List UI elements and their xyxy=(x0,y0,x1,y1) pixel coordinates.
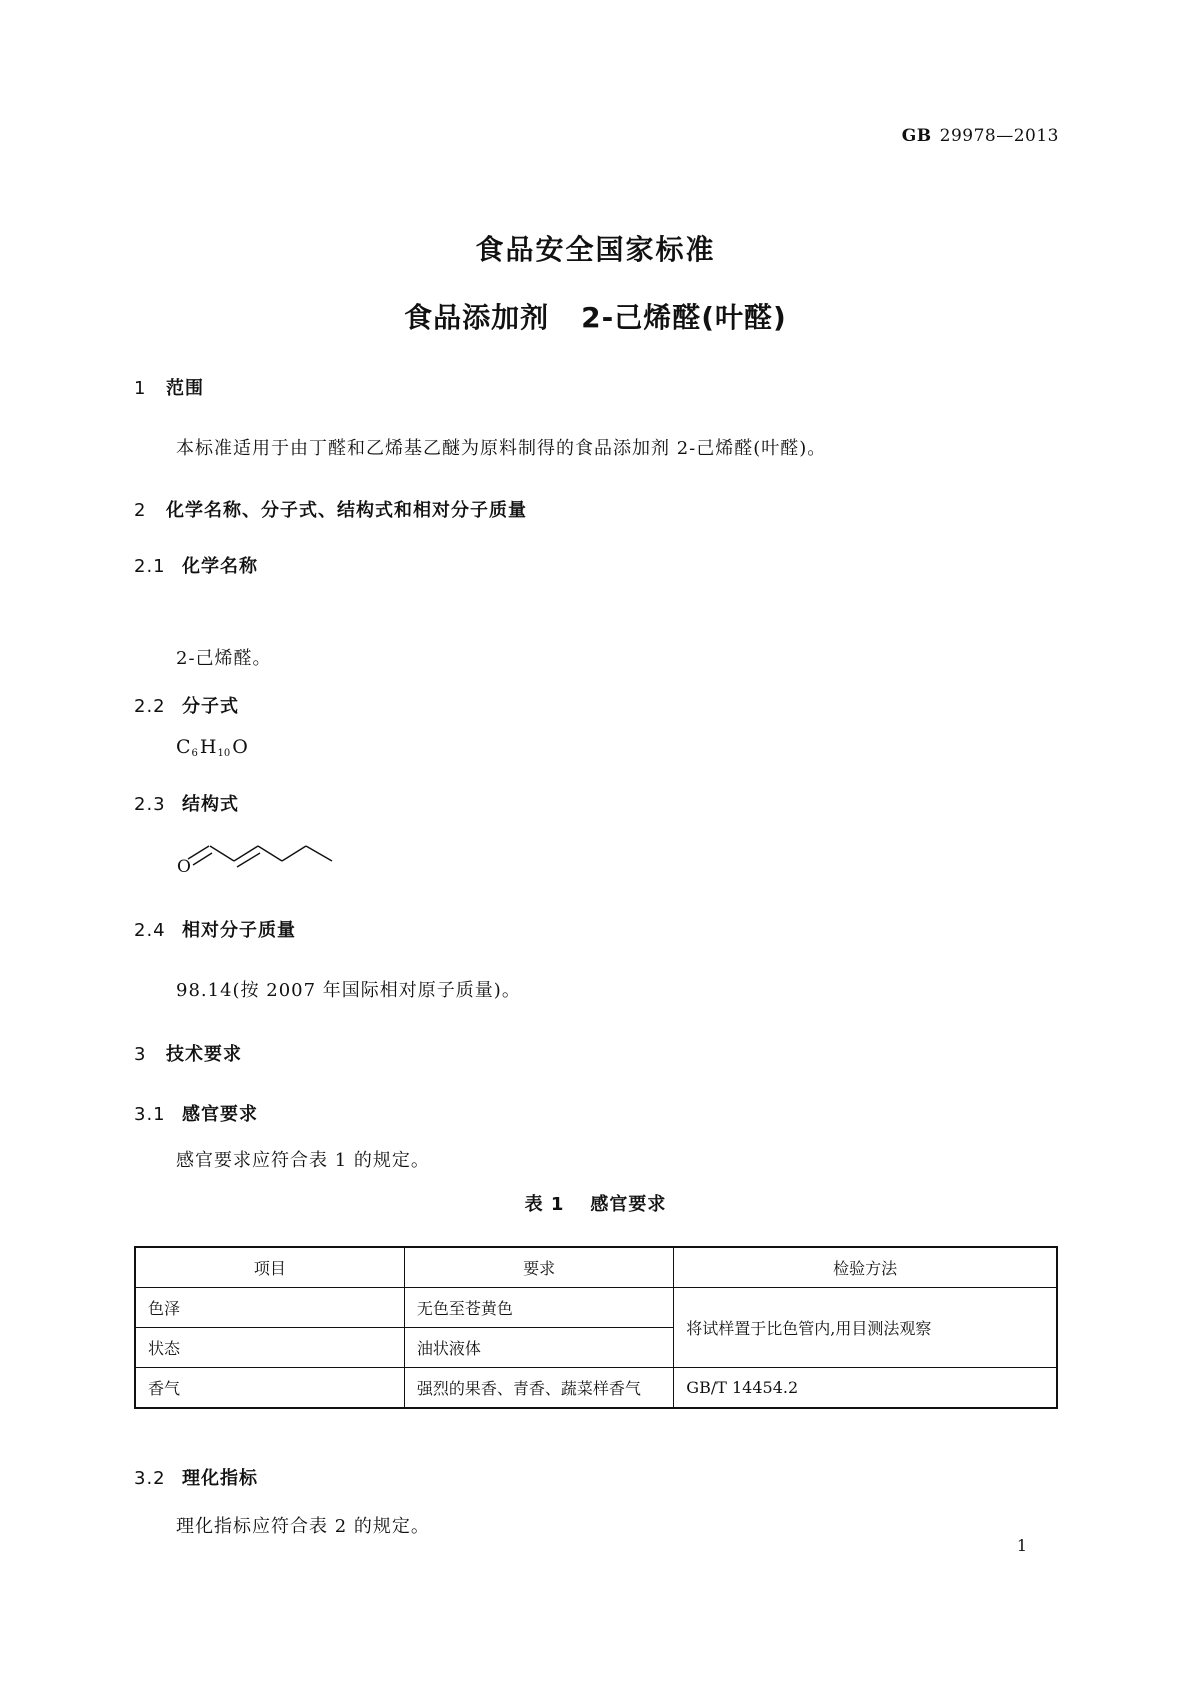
table-header-row xyxy=(135,1247,1057,1288)
formula-oxygen: O xyxy=(232,736,248,758)
section-2-4-body: 98.14(按 2007 年国际相对原子质量)。 xyxy=(176,980,521,1001)
formula-hydrogen: H xyxy=(199,736,217,758)
table-caption-title: 感官要求 xyxy=(590,1194,667,1215)
bond-c2-c3-double xyxy=(237,853,260,867)
section-title: 化学名称 xyxy=(182,556,258,577)
section-3-2-body: 理化指标应符合表 2 的规定。 xyxy=(176,1516,430,1537)
section-2-heading xyxy=(134,496,527,522)
bond-c1-c2 xyxy=(210,846,234,861)
cell-item: 状态 xyxy=(135,1328,404,1368)
table-1-caption xyxy=(0,1190,1191,1216)
standard-code xyxy=(902,126,1059,146)
subtitle-substance: 2-己烯醛(叶醛) xyxy=(581,301,787,334)
bond-c5-c6 xyxy=(306,846,332,861)
section-title: 化学名称、分子式、结构式和相对分子质量 xyxy=(166,500,527,521)
formula-hydrogen-count: 10 xyxy=(217,748,231,759)
cell-method: GB/T 14454.2 xyxy=(674,1368,1057,1409)
section-title: 范围 xyxy=(166,378,204,399)
section-title: 相对分子质量 xyxy=(182,920,296,941)
section-number: 2.1 xyxy=(134,556,166,577)
cell-item: 色泽 xyxy=(135,1288,404,1328)
section-3-1-body: 感官要求应符合表 1 的规定。 xyxy=(176,1150,430,1171)
standard-prefix: GB xyxy=(901,126,932,146)
section-title: 分子式 xyxy=(182,696,239,717)
section-1-heading xyxy=(134,374,204,400)
formula-carbon-count: 6 xyxy=(191,748,198,759)
section-number: 2 xyxy=(134,500,147,521)
section-title: 感官要求 xyxy=(182,1104,258,1125)
section-number: 2.3 xyxy=(134,794,166,815)
section-number: 1 xyxy=(134,378,147,399)
section-2-1-body: 2-己烯醛。 xyxy=(176,648,272,669)
page-number: 1 xyxy=(1016,1536,1027,1555)
section-2-2-heading xyxy=(134,692,239,718)
section-number: 3 xyxy=(134,1044,147,1065)
column-header-item: 项目 xyxy=(135,1247,404,1288)
section-number: 3.1 xyxy=(134,1104,166,1125)
section-number: 3.2 xyxy=(134,1468,166,1489)
sensory-requirements-table xyxy=(134,1246,1058,1409)
section-3-1-heading xyxy=(134,1100,258,1126)
molecular-formula xyxy=(176,736,248,759)
section-title: 技术要求 xyxy=(166,1044,242,1065)
table-caption-number: 表 1 xyxy=(524,1194,565,1215)
document-title: 食品安全国家标准 xyxy=(475,233,716,266)
section-number: 2.4 xyxy=(134,920,166,941)
structural-formula xyxy=(176,832,346,882)
cell-requirement: 强烈的果香、青香、蔬菜样香气 xyxy=(404,1368,673,1409)
cell-requirement: 无色至苍黄色 xyxy=(404,1288,673,1328)
section-title: 理化指标 xyxy=(182,1468,258,1489)
section-2-3-heading xyxy=(134,790,239,816)
section-title: 结构式 xyxy=(182,794,239,815)
table-row xyxy=(135,1288,1057,1328)
bond-c3-c4 xyxy=(258,846,282,861)
standard-number: 29978—2013 xyxy=(939,126,1059,146)
oxygen-atom-label: O xyxy=(177,857,191,877)
section-2-4-heading xyxy=(134,916,296,942)
section-3-2-heading xyxy=(134,1464,258,1490)
section-2-1-heading xyxy=(134,552,258,578)
document-subtitle xyxy=(0,296,1191,336)
subtitle-category: 食品添加剂 xyxy=(404,301,550,334)
column-header-method: 检验方法 xyxy=(674,1247,1057,1288)
bond-c4-c5 xyxy=(282,846,306,861)
section-1-body: 本标准适用于由丁醛和乙烯基乙醚为原料制得的食品添加剂 2-己烯醛(叶醛)。 xyxy=(176,438,827,459)
section-number: 2.2 xyxy=(134,696,166,717)
carbon-chain-bonds xyxy=(188,846,332,867)
column-header-requirement: 要求 xyxy=(404,1247,673,1288)
table-row xyxy=(135,1368,1057,1409)
formula-carbon: C xyxy=(176,736,191,758)
section-3-heading xyxy=(134,1040,242,1066)
cell-method-shared: 将试样置于比色管内,用目测法观察 xyxy=(674,1288,1057,1368)
bond-c2-c3 xyxy=(234,846,258,861)
cell-item: 香气 xyxy=(135,1368,404,1409)
cell-requirement: 油状液体 xyxy=(404,1328,673,1368)
